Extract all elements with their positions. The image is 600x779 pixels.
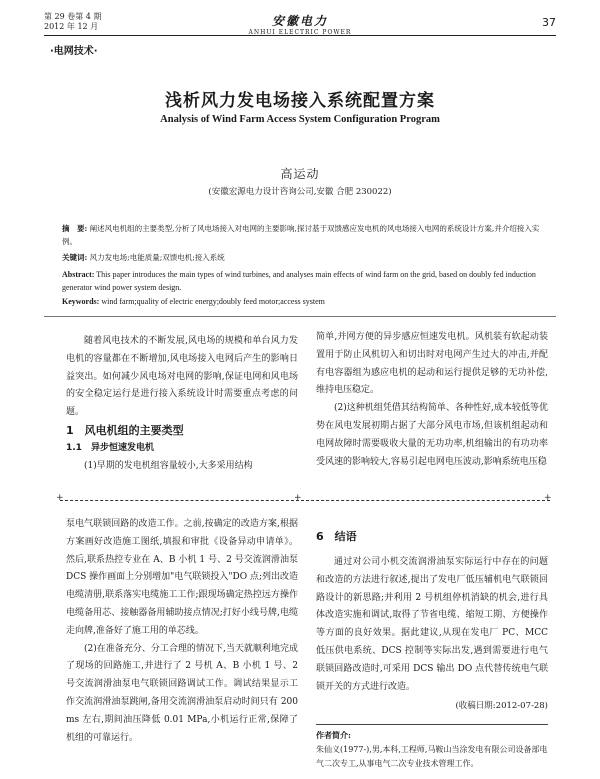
body-paragraph: (1)早期的发电机组容量较小,大多采用结构 [84, 460, 253, 471]
keywords-en [62, 295, 542, 308]
column-top-right [316, 329, 548, 471]
body-paragraph: 泵电气联锁回路的改造工作。之前,按确定的改造方案,根据方案画好改造施工图纸,填报和审批《设备异动申请单》。然后,联系热控专业在 A、B 小机 1 号、2 号交流润滑油泵 DCS 操作画面上分别增加"电气联锁投入"DO 点;列出改造电缆清册,联系落实电缆施工工作;跟现场确定热控远方操作电缆备用芯、接触器备用辅助接点情况;打好小线号牌,电缆走向牌,准备好了施工用的单芯线。 [66, 519, 298, 636]
column-bottom-right [316, 554, 548, 716]
article-separator [60, 500, 550, 501]
abstract-zh-text: 阐述风电机组的主要类型,分析了风电场接入对电网的主要影响,探讨基于双馈感应发电机的风电场接入电网的系统设计方案,并介绍接入实例。 [62, 224, 540, 246]
keywords-en-label: Keywords: [62, 297, 100, 306]
author-bio-text: 朱仙义(1977-),男,本科,工程师,马鞍山当涂发电有限公司设备部电气二次专工,从事电气二次专业技术管理工作。 [316, 745, 548, 768]
body-paragraph: 通过对公司小机交流润滑油泵实际运行中存在的问题和改造的方法进行叙述,提出了发电厂低压辅机电气联锁回路设计的新思路;并利用 2 号机组停机消缺的机会,进行具体改造实施和调试,取得了节省电缆、缩短工期、方便操作等方面的良好效果。据此建议,从现在发电厂 PC、MCC 低压供电系统、DCS 控制等实际出发,遇到需要进行电气联锁回路改造时,可采用 DCS 输出 DO 点代替传统电气联锁开关的方式进行改造。 [316, 557, 548, 692]
section-heading: 1 风电机组的主要类型 [66, 423, 184, 437]
author-affiliation: (安徽宏源电力设计咨询公司,安徽 合肥 230022) [208, 187, 392, 197]
body-paragraph: 简单,并网方便的异步感应恒速发电机。风机装有软起动装置用于防止风机切入和切出时对电网产生过大的冲击,并配有电容器组为感应电机的起动和运行提供足够的无功补偿,维持电压稳定。 [316, 332, 548, 396]
body-paragraph: 随着风电技术的不断发展,风电场的规模和单台风力发电机的容量都在不断增加,风电场接入电网后产生的影响日益突出。如何减少风电场对电网的影响,保证电网和风电场的安全稳定运行是进行接入系统设计时需要重点考虑的问题。 [66, 336, 298, 418]
header-rule [44, 35, 556, 36]
article-title-en: Analysis of Wind Farm Access System Configuration Program [160, 114, 440, 125]
section-heading-conclusion: 6 结语 [316, 530, 357, 543]
body-paragraph: (2)这种机组凭借其结构简单、各种性好,成本较低等优势在风电发展初期占据了大部分风电市场,但该机组起动和电网故障时需要吸收大量的无功功率,机组输出的有功功率受风速的影响较大,容易引起电网电压波动,影响系统电压稳 [316, 403, 548, 467]
running-header [44, 12, 556, 34]
journal-name-en: ANHUI ELECTRIC POWER [248, 29, 352, 36]
issue-date: 2012 年 12 月 [44, 22, 99, 31]
abstract-en-text: This paper introduces the main types of wind turbines, and analyses main effects of wind farm on the grid, based on doubly fed induction generator wind power system design. [62, 270, 536, 292]
keywords-zh [62, 251, 542, 264]
journal-logo: 安徽电力 [271, 14, 328, 28]
abstract-en-label: Abstract: [62, 270, 95, 279]
keywords-en-text: wind farm;quality of electric energy;doubly feed motor;access system [101, 297, 325, 306]
keywords-zh-label: 关键词: [62, 253, 88, 262]
author-name: 高运动 [280, 167, 320, 181]
keywords-zh-text: 风力发电场;电能质量;双馈电机;接入系统 [89, 253, 225, 262]
separator-mark: + [56, 493, 64, 503]
received-date: (收稿日期:2012-07-28) [455, 701, 548, 712]
section-tag: ·电网技术· [50, 46, 98, 57]
separator-mark: + [544, 493, 552, 503]
separator-mark: + [294, 493, 302, 503]
column-top-left [66, 333, 298, 475]
journal-brand [44, 12, 556, 36]
subsection-heading: 1.1 异步恒速发电机 [66, 442, 154, 453]
body-paragraph: (2)在准备充分、分工合理的情况下,当天就顺利地完成了现场的回路施工,并进行了 2 号机 A、B 小机 1 号、2 号交流润滑油泵电气联锁回路调试工作。调试结果显示工作交流润滑油泵跳闸,备用交流润滑油泵启动时间只有 200 ms 左右,期间油压降低 0.01 MPa,小机运行正常,保障了机组的可靠运行。 [66, 643, 298, 743]
author-bio-label: 作者简介: [316, 730, 351, 740]
page-number: 37 [542, 16, 556, 29]
abstract-en [62, 268, 542, 294]
issue-volume: 第 29 卷第 4 期 [44, 12, 102, 21]
abstract-zh-label: 摘 要: [62, 224, 88, 233]
article-title-zh: 浅析风力发电场接入系统配置方案 [165, 91, 435, 111]
column-bottom-left [66, 516, 298, 747]
abstract-rule [44, 316, 556, 317]
author-bio [316, 724, 548, 771]
abstract-zh [62, 222, 542, 248]
